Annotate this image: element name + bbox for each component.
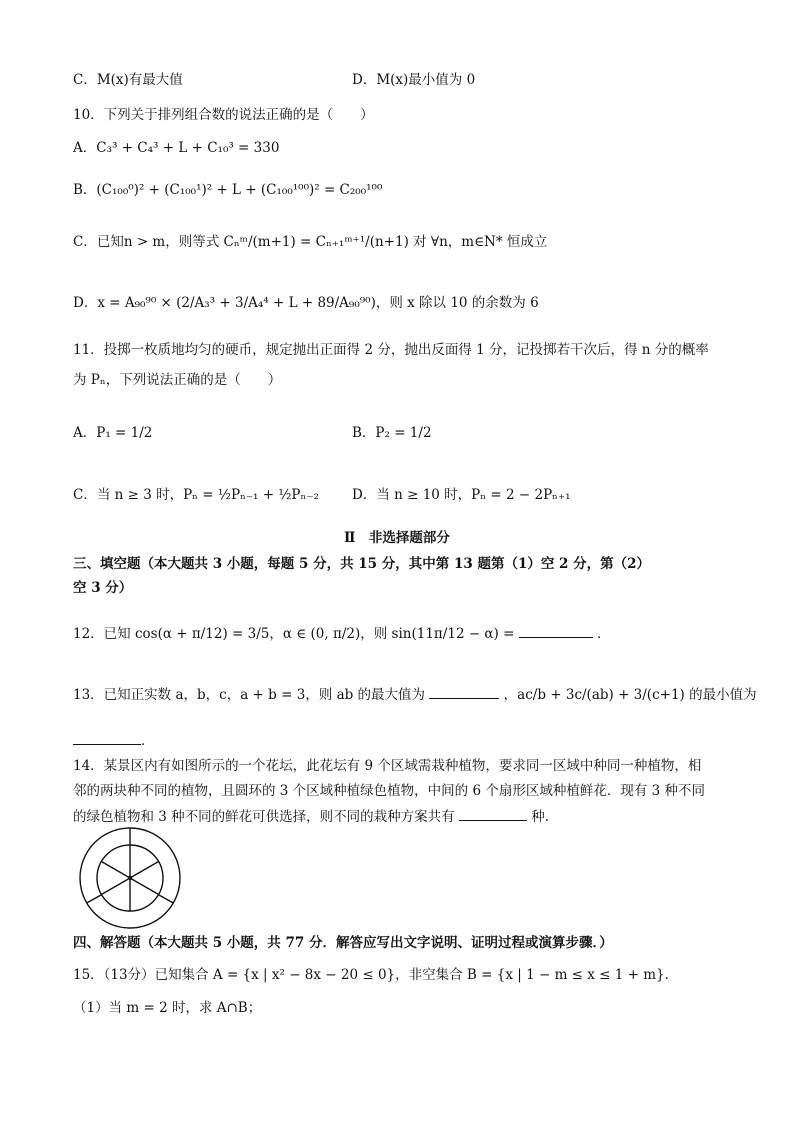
flower-bed-diagram-icon bbox=[78, 826, 182, 930]
option-11d: D．当 n ≥ 10 时，Pₙ = 2 − 2Pₙ₊₁ bbox=[352, 487, 571, 503]
option-9c: C．M(x)有最大值 bbox=[73, 72, 183, 88]
section-3-heading-cont: 空 3 分） bbox=[73, 580, 133, 596]
option-11c: C．当 n ≥ 3 时，Pₙ = ½Pₙ₋₁ + ½Pₙ₋₂ bbox=[73, 487, 319, 503]
question-13-cont bbox=[73, 730, 155, 751]
ring-divider-3 bbox=[159, 895, 173, 903]
question-13-text: 13．已知正实数 a，b，c，a + b = 3，则 ab 的最大值为 bbox=[73, 687, 426, 703]
question-12 bbox=[73, 623, 611, 644]
option-10c: C．已知n > m，则等式 Cₙᵐ/(m+1) = Cₙ₊₁ᵐ⁺¹/(n+1) 对 ∀n，m∈N* 恒成立 bbox=[73, 234, 548, 250]
section-4-heading: 四、解答题（本大题共 5 小题，共 77 分．解答应写出文字说明、证明过程或演算步骤．） bbox=[73, 935, 613, 951]
ring-divider-2 bbox=[87, 895, 101, 903]
center-point bbox=[128, 876, 132, 880]
question-12-text: 12．已知 cos(α + π/12) = 3/5，α ∈ (0, π/2)，则 sin(11π/12 − α) = bbox=[73, 626, 515, 642]
answer-blank-13-1 bbox=[429, 684, 499, 699]
question-15-part-1: （1）当 m = 2 时，求 A∩B； bbox=[73, 1000, 262, 1016]
option-10d: D．x = A₉₀⁹⁰ × (2/A₃³ + 3/A₄⁴ + L + 89/A₉₀⁹⁰)，则 x 除以 10 的余数为 6 bbox=[73, 295, 539, 311]
question-14-line-1: 14．某景区内有如图所示的一个花坛，此花坛有 9 个区域需栽种植物，要求同一区域中种同一种植物，相 bbox=[73, 758, 702, 774]
question-13-text-2: ，ac/b + 3c/(ab) + 3/(c+1) 的最小值为 bbox=[503, 687, 757, 703]
question-14-text: 的绿色植物和 3 种不同的鲜花可供选择，则不同的栽种方案共有 bbox=[73, 809, 455, 825]
question-11-stem-cont: 为 Pₙ，下列说法正确的是（ ） bbox=[73, 372, 282, 388]
option-11a: A．P₁ = 1/2 bbox=[73, 425, 153, 441]
question-13-end: ． bbox=[141, 733, 155, 749]
section-3-heading: 三、填空题（本大题共 3 小题，每题 5 分，共 15 分，其中第 13 题第（1）空 2 分，第（2） bbox=[73, 556, 651, 572]
question-14-line-2: 邻的两块种不同的植物，且圆环的 3 个区域种植绿色植物，中间的 6 个扇形区域种植鲜花．现有 3 种不同 bbox=[73, 783, 706, 799]
option-11b: B．P₂ = 1/2 bbox=[352, 425, 432, 441]
question-15-stem: 15．（13分）已知集合 A = {x | x² − 8x − 20 ≤ 0}，非空集合 B = {x | 1 − m ≤ x ≤ 1 + m}． bbox=[73, 967, 679, 983]
question-14-end: 种． bbox=[531, 809, 559, 825]
question-11-stem: 11．投掷一枚质地均匀的硬币，规定抛出正面得 2 分，抛出反面得 1 分，记投掷若干次后，得 n 分的概率 bbox=[73, 342, 709, 358]
question-13 bbox=[73, 684, 757, 705]
question-10-stem: 10．下列关于排列组合数的说法正确的是（ ） bbox=[73, 107, 374, 123]
answer-blank-12 bbox=[519, 623, 593, 638]
question-12-end: ． bbox=[597, 626, 611, 642]
answer-blank-13-2 bbox=[73, 730, 141, 745]
question-14-line-3 bbox=[73, 806, 558, 827]
option-9d: D．M(x)最小值为 0 bbox=[352, 72, 476, 88]
option-10a: A．C₃³ + C₄³ + L + C₁₀³ = 330 bbox=[73, 140, 280, 156]
answer-blank-14 bbox=[459, 806, 527, 821]
option-10b: B．(C₁₀₀⁰)² + (C₁₀₀¹)² + L + (C₁₀₀¹⁰⁰)² = C₂₀₀¹⁰⁰ bbox=[73, 182, 383, 198]
part-2-heading: Ⅱ 非选择题部分 bbox=[344, 530, 450, 546]
